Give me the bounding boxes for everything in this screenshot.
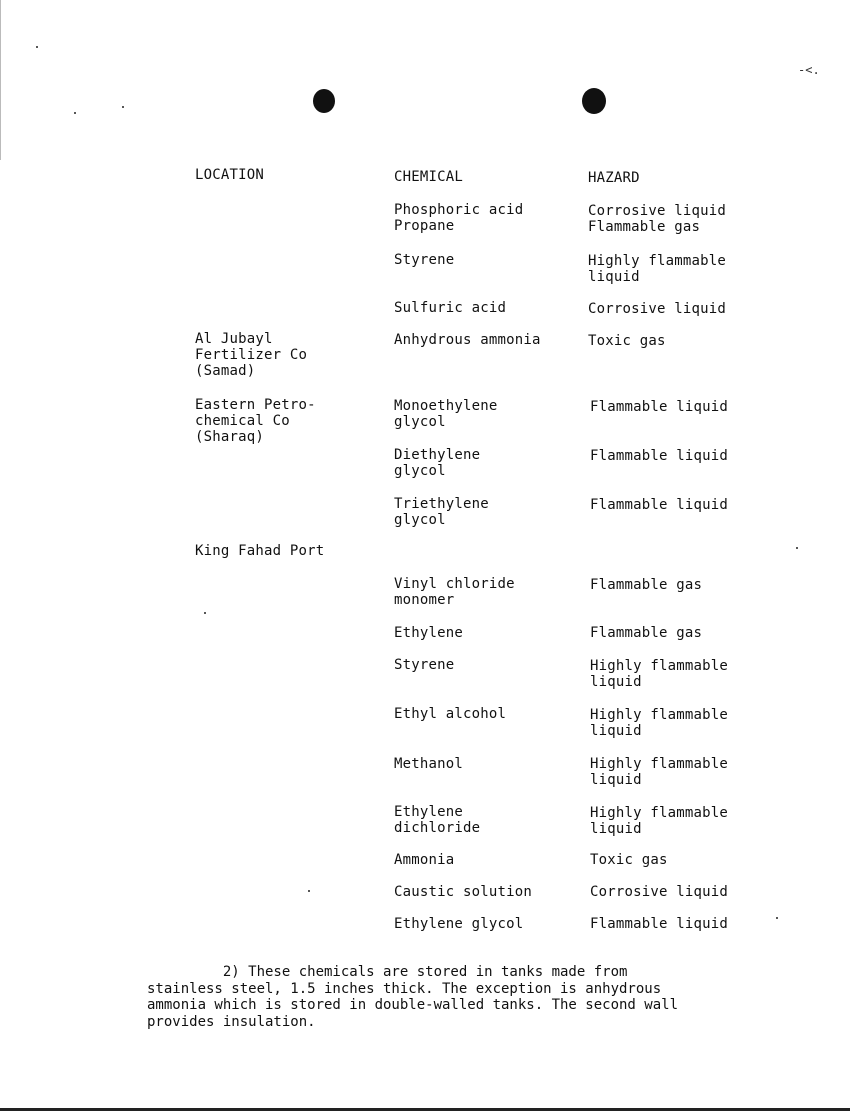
- table-row-hazard: Flammable liquid: [590, 448, 729, 464]
- table-row-hazard: Flammable liquid: [590, 497, 729, 513]
- table-row-hazard: Corrosive liquid Flammable gas: [588, 203, 727, 235]
- scan-speck: [122, 106, 124, 108]
- table-row-hazard: Highly flammable liquid: [590, 805, 729, 837]
- header-chemical: CHEMICAL: [394, 169, 464, 185]
- table-row-chemical: Diethylene glycol: [394, 447, 481, 479]
- scan-speck: [776, 917, 778, 919]
- table-row-chemical: Anhydrous ammonia: [394, 332, 541, 348]
- table-row-hazard: Highly flammable liquid: [590, 756, 729, 788]
- table-row-chemical: Styrene: [394, 657, 455, 673]
- punch-hole-mark-right: [582, 88, 606, 114]
- table-row-hazard: Toxic gas: [588, 333, 666, 349]
- page-bottom-edge: [0, 1108, 850, 1111]
- punch-hole-mark-left: [313, 89, 335, 113]
- table-row-hazard: Flammable gas: [590, 577, 703, 593]
- table-row-chemical: Triethylene glycol: [394, 496, 489, 528]
- scan-edge: [0, 0, 1, 160]
- table-row-chemical: Styrene: [394, 252, 455, 268]
- table-row-hazard: Flammable liquid: [590, 399, 729, 415]
- page-mark: -<.: [798, 63, 820, 77]
- table-row-location: Eastern Petro- chemical Co (Sharaq): [195, 397, 316, 445]
- table-row-hazard: Toxic gas: [590, 852, 668, 868]
- table-row-hazard: Corrosive liquid: [588, 301, 727, 317]
- table-row-chemical: Ammonia: [394, 852, 455, 868]
- header-location: LOCATION: [195, 167, 265, 183]
- table-row-chemical: Sulfuric acid: [394, 300, 507, 316]
- scan-speck: [796, 547, 798, 549]
- table-row-chemical: Ethyl alcohol: [394, 706, 507, 722]
- table-row-chemical: Vinyl chloride monomer: [394, 576, 515, 608]
- scan-speck: [36, 46, 38, 48]
- table-row-chemical: Ethylene dichloride: [394, 804, 481, 836]
- table-row-hazard: Flammable liquid: [590, 916, 729, 932]
- table-row-chemical: Monoethylene glycol: [394, 398, 498, 430]
- footnote-paragraph: 2) These chemicals are stored in tanks made from stainless steel, 1.5 inches thick. The exception is anhydrous ammonia which is stored in double-walled tanks. The second wall provides insulation.: [147, 964, 679, 1030]
- scan-speck: [74, 112, 76, 114]
- table-row-hazard: Flammable gas: [590, 625, 703, 641]
- table-row-location: King Fahad Port: [195, 543, 325, 559]
- scan-speck: [308, 890, 310, 892]
- header-hazard: HAZARD: [588, 170, 640, 186]
- table-row-hazard: Highly flammable liquid: [590, 707, 729, 739]
- table-row-chemical: Methanol: [394, 756, 464, 772]
- table-row-hazard: Highly flammable liquid: [588, 253, 727, 285]
- scan-speck: [204, 612, 206, 614]
- table-row-chemical: Ethylene glycol: [394, 916, 524, 932]
- table-row-hazard: Highly flammable liquid: [590, 658, 729, 690]
- table-row-chemical: Phosphoric acid Propane: [394, 202, 524, 234]
- table-row-chemical: Caustic solution: [394, 884, 533, 900]
- table-row-hazard: Corrosive liquid: [590, 884, 729, 900]
- table-row-chemical: Ethylene: [394, 625, 464, 641]
- table-row-location: Al Jubayl Fertilizer Co (Samad): [195, 331, 308, 379]
